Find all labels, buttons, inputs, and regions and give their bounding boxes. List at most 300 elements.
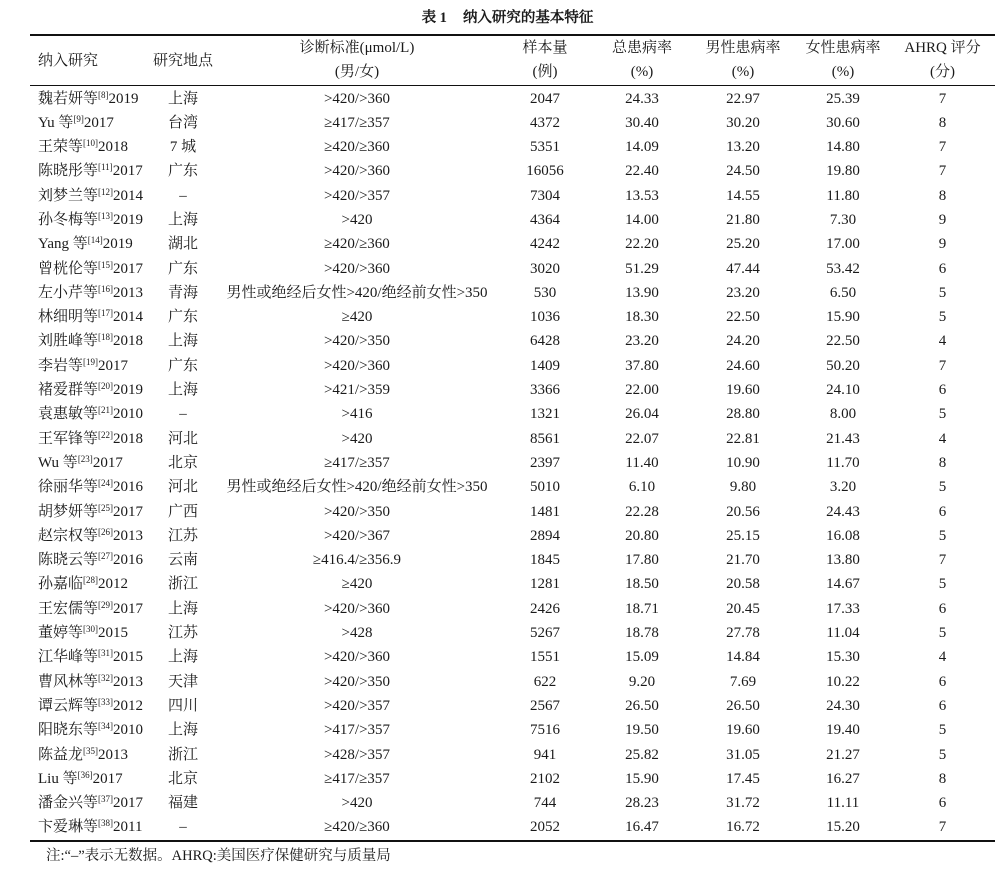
ahrq-score-cell: 6	[938, 795, 947, 812]
location-cell: 湖北	[167, 236, 198, 253]
female-prevalence-cell: 11.11	[826, 795, 860, 812]
criteria-cell: ≥420/≥360	[324, 236, 390, 253]
location-cell: 四川	[167, 697, 198, 714]
table-row	[30, 378, 995, 402]
male-prevalence-cell: 31.72	[726, 795, 760, 812]
sample-size-cell: 1551	[530, 649, 560, 666]
female-prevalence-cell: 24.30	[826, 697, 860, 714]
study-author: 袁惠敏等	[38, 406, 99, 423]
sample-size-cell: 1481	[530, 503, 560, 520]
criteria-cell: ≥417/≥357	[324, 770, 390, 787]
study-author: 曾桄伦等	[38, 260, 99, 277]
total-prevalence-cell: 15.90	[625, 770, 659, 787]
criteria-cell: >421/>359	[323, 382, 391, 399]
location-cell: 广东	[167, 260, 198, 277]
header-study-label: 纳入研究	[38, 52, 99, 69]
study-cell	[30, 159, 148, 183]
female-prevalence-cell: 15.20	[826, 819, 860, 836]
table-row	[30, 305, 995, 329]
ahrq-score-cell: 5	[938, 527, 947, 544]
location-cell: –	[179, 406, 187, 423]
female-prevalence-cell: 50.20	[826, 357, 860, 374]
header-total-prevalence-unit: (%)	[630, 64, 654, 80]
location-cell: 上海	[167, 90, 198, 107]
criteria-cell: >420/>360	[323, 357, 391, 374]
ahrq-score-cell: 4	[938, 333, 947, 350]
table-row	[30, 500, 995, 524]
table-row	[30, 548, 995, 572]
study-cell	[30, 791, 148, 815]
study-reference: [22]	[98, 429, 114, 440]
sample-size-cell: 2894	[530, 527, 560, 544]
sample-size-cell: 2052	[530, 819, 560, 836]
study-year: 2015	[113, 649, 144, 666]
male-prevalence-cell: 19.60	[726, 382, 760, 399]
total-prevalence-cell: 26.04	[625, 406, 659, 423]
total-prevalence-cell: 18.71	[625, 600, 659, 617]
female-prevalence-cell: 6.50	[829, 284, 857, 301]
study-reference: [36]	[77, 769, 93, 780]
total-prevalence-cell: 37.80	[625, 357, 659, 374]
ahrq-score-cell: 5	[938, 746, 947, 763]
table-row	[30, 135, 995, 159]
study-author: 谭云辉等	[38, 697, 99, 714]
location-cell: 福建	[167, 795, 198, 812]
table-row	[30, 111, 995, 135]
study-year: 2012	[113, 697, 144, 714]
study-year: 2017	[112, 163, 143, 180]
ahrq-score-cell: 9	[938, 236, 947, 253]
criteria-cell: 男性或绝经后女性>420/绝经前女性>350	[226, 284, 488, 301]
study-cell	[30, 694, 148, 718]
table-row	[30, 232, 995, 256]
study-cell	[30, 767, 148, 791]
male-prevalence-cell: 10.90	[726, 454, 760, 471]
study-year: 2018	[113, 333, 144, 350]
study-year: 2015	[98, 625, 129, 642]
study-cell	[30, 281, 148, 305]
female-prevalence-cell: 24.43	[826, 503, 860, 520]
sample-size-cell: 5267	[530, 625, 560, 642]
study-author: 王军锋等	[38, 430, 99, 447]
study-reference: [37]	[98, 794, 114, 805]
sample-size-cell: 5351	[530, 139, 560, 156]
study-author: 褚爱群等	[38, 382, 99, 399]
study-cell	[30, 743, 148, 767]
female-prevalence-cell: 21.43	[826, 430, 860, 447]
criteria-cell: >420/>357	[323, 187, 391, 204]
study-year: 2013	[98, 746, 129, 763]
sample-size-cell: 744	[533, 795, 557, 812]
ahrq-score-cell: 6	[938, 673, 947, 690]
table-number: 表 1	[421, 10, 447, 26]
ahrq-score-cell: 5	[938, 625, 947, 642]
female-prevalence-cell: 21.27	[826, 746, 860, 763]
sample-size-cell: 5010	[530, 479, 560, 496]
table-footnote: 注:“–”表示无数据。AHRQ:美国医疗保健研究与质量局	[46, 848, 391, 864]
total-prevalence-cell: 9.20	[628, 673, 656, 690]
criteria-cell: >420/>357	[323, 697, 391, 714]
criteria-cell: >420/>350	[323, 503, 391, 520]
study-reference: [10]	[83, 138, 99, 149]
sample-size-cell: 2426	[530, 600, 560, 617]
table-row	[30, 159, 995, 183]
total-prevalence-cell: 17.80	[625, 552, 659, 569]
ahrq-score-cell: 5	[938, 722, 947, 739]
male-prevalence-cell: 9.80	[729, 479, 757, 496]
header-female-prevalence-unit: (%)	[831, 64, 855, 80]
location-cell: 广东	[167, 309, 198, 326]
study-author: 左小芹等	[38, 284, 99, 301]
study-cell	[30, 232, 148, 256]
male-prevalence-cell: 17.45	[726, 770, 760, 787]
study-year: 2017	[113, 795, 144, 812]
study-author: 阳晓东等	[38, 722, 99, 739]
sample-size-cell: 2047	[530, 90, 560, 107]
table-row	[30, 87, 995, 111]
total-prevalence-cell: 22.00	[625, 382, 659, 399]
male-prevalence-cell: 24.20	[726, 333, 760, 350]
male-prevalence-cell: 21.80	[726, 211, 760, 228]
male-prevalence-cell: 25.20	[726, 236, 760, 253]
sample-size-cell: 6428	[530, 333, 560, 350]
female-prevalence-cell: 22.50	[826, 333, 860, 350]
study-reference: [32]	[98, 672, 114, 683]
sample-size-cell: 16056	[526, 163, 564, 180]
criteria-cell: >420/>350	[323, 333, 391, 350]
sample-size-cell: 1409	[530, 357, 560, 374]
location-cell: 天津	[167, 673, 198, 690]
header-criteria-label: 诊断标准(μmol/L)	[299, 40, 415, 56]
study-cell	[30, 184, 148, 208]
male-prevalence-cell: 26.50	[726, 697, 760, 714]
header-sample-size-unit: (例)	[532, 64, 558, 80]
study-cell	[30, 524, 148, 548]
study-year: 2017	[92, 454, 123, 471]
study-reference: [33]	[98, 696, 114, 707]
study-cell	[30, 815, 148, 839]
male-prevalence-cell: 7.69	[729, 673, 757, 690]
location-cell: 北京	[167, 770, 198, 787]
study-reference: [26]	[98, 526, 114, 537]
total-prevalence-cell: 22.20	[625, 236, 659, 253]
header-ahrq-score-label: AHRQ 评分	[904, 40, 981, 56]
table-row	[30, 767, 995, 791]
header-male-prevalence-label: 男性患病率	[705, 40, 781, 56]
ahrq-score-cell: 5	[938, 284, 947, 301]
male-prevalence-cell: 22.81	[726, 430, 760, 447]
total-prevalence-cell: 18.78	[625, 625, 659, 642]
location-cell: –	[179, 819, 187, 836]
location-cell: 北京	[167, 454, 198, 471]
study-reference: [27]	[98, 551, 114, 562]
study-year: 2014	[113, 187, 144, 204]
female-prevalence-cell: 17.00	[826, 236, 860, 253]
sample-size-cell: 622	[533, 673, 557, 690]
study-author: 刘梦兰等	[38, 187, 99, 204]
study-cell	[30, 548, 148, 572]
study-year: 2016	[113, 479, 144, 496]
ahrq-score-cell: 4	[938, 649, 947, 666]
study-year: 2019	[113, 211, 144, 228]
ahrq-score-cell: 8	[938, 454, 947, 471]
study-year: 2013	[113, 527, 144, 544]
male-prevalence-cell: 30.20	[726, 114, 760, 131]
sample-size-cell: 3366	[530, 382, 560, 399]
table-row	[30, 597, 995, 621]
study-cell	[30, 621, 148, 645]
total-prevalence-cell: 23.20	[625, 333, 659, 350]
ahrq-score-cell: 7	[938, 90, 947, 107]
criteria-cell: ≥420/≥360	[324, 819, 390, 836]
study-author: Yang 等	[38, 236, 88, 253]
table-row	[30, 451, 995, 475]
sample-size-cell: 4372	[530, 114, 560, 131]
male-prevalence-cell: 25.15	[726, 527, 760, 544]
study-cell	[30, 329, 148, 353]
header-sample-size-label: 样本量	[522, 40, 568, 56]
criteria-cell: >420/>360	[323, 90, 391, 107]
criteria-cell: >420/>360	[323, 260, 391, 277]
study-author: 孙嘉临	[38, 576, 84, 593]
total-prevalence-cell: 13.53	[625, 187, 659, 204]
male-prevalence-cell: 13.20	[726, 139, 760, 156]
header-total-prevalence	[594, 36, 690, 85]
female-prevalence-cell: 30.60	[826, 114, 860, 131]
table-row	[30, 670, 995, 694]
study-year: 2017	[83, 114, 114, 131]
total-prevalence-cell: 22.07	[625, 430, 659, 447]
header-male-prevalence-unit: (%)	[731, 64, 755, 80]
criteria-cell: 男性或绝经后女性>420/绝经前女性>350	[226, 479, 488, 496]
total-prevalence-cell: 18.50	[625, 576, 659, 593]
study-reference: [16]	[98, 283, 114, 294]
study-author: 董婷等	[38, 625, 84, 642]
female-prevalence-cell: 14.80	[826, 139, 860, 156]
location-cell: 广西	[167, 503, 198, 520]
study-cell	[30, 135, 148, 159]
table-row	[30, 718, 995, 742]
ahrq-score-cell: 6	[938, 600, 947, 617]
male-prevalence-cell: 14.84	[726, 649, 760, 666]
study-cell	[30, 378, 148, 402]
study-reference: [19]	[83, 356, 99, 367]
study-author: 陈益龙	[38, 746, 84, 763]
sample-size-cell: 1036	[530, 309, 560, 326]
ahrq-score-cell: 6	[938, 260, 947, 277]
female-prevalence-cell: 7.30	[829, 211, 857, 228]
male-prevalence-cell: 20.45	[726, 600, 760, 617]
sample-size-cell: 3020	[530, 260, 560, 277]
header-female-prevalence-label: 女性患病率	[805, 40, 881, 56]
table-row	[30, 694, 995, 718]
total-prevalence-cell: 19.50	[625, 722, 659, 739]
study-reference: [31]	[98, 648, 114, 659]
criteria-cell: >428	[341, 625, 373, 642]
study-author: 魏若妍等	[38, 90, 99, 107]
female-prevalence-cell: 11.04	[826, 625, 860, 642]
female-prevalence-cell: 16.08	[826, 527, 860, 544]
sample-size-cell: 8561	[530, 430, 560, 447]
table-title	[30, 8, 985, 28]
criteria-cell: >420	[341, 430, 373, 447]
study-cell	[30, 500, 148, 524]
male-prevalence-cell: 28.80	[726, 406, 760, 423]
ahrq-score-cell: 5	[938, 479, 947, 496]
header-study	[30, 36, 148, 85]
location-cell: 上海	[167, 722, 198, 739]
sample-size-cell: 7304	[530, 187, 560, 204]
female-prevalence-cell: 11.80	[826, 187, 860, 204]
header-female-prevalence	[796, 36, 890, 85]
study-reference: [8]	[98, 89, 109, 100]
location-cell: 江苏	[167, 625, 198, 642]
table-row	[30, 621, 995, 645]
total-prevalence-cell: 14.00	[625, 211, 659, 228]
location-cell: 浙江	[167, 576, 198, 593]
study-reference: [9]	[73, 113, 84, 124]
criteria-cell: >428/>357	[323, 746, 391, 763]
female-prevalence-cell: 11.70	[826, 454, 860, 471]
total-prevalence-cell: 26.50	[625, 697, 659, 714]
location-cell: 上海	[167, 600, 198, 617]
location-cell: 河北	[167, 430, 198, 447]
table-row	[30, 402, 995, 426]
female-prevalence-cell: 3.20	[829, 479, 857, 496]
criteria-cell: >420/>350	[323, 673, 391, 690]
female-prevalence-cell: 53.42	[826, 260, 860, 277]
total-prevalence-cell: 18.30	[625, 309, 659, 326]
female-prevalence-cell: 13.80	[826, 552, 860, 569]
study-author: 曹风林等	[38, 673, 99, 690]
header-sample-size	[496, 36, 594, 85]
ahrq-score-cell: 9	[938, 211, 947, 228]
study-reference: [20]	[98, 381, 114, 392]
study-author: 徐丽华等	[38, 479, 99, 496]
location-cell: 广东	[167, 163, 198, 180]
study-author: 胡梦妍等	[38, 503, 99, 520]
location-cell: 台湾	[167, 114, 198, 131]
sample-size-cell: 1281	[530, 576, 560, 593]
male-prevalence-cell: 22.50	[726, 309, 760, 326]
sample-size-cell: 2567	[530, 697, 560, 714]
criteria-cell: ≥417/≥357	[324, 114, 390, 131]
sample-size-cell: 7516	[530, 722, 560, 739]
location-cell: 上海	[167, 382, 198, 399]
study-year: 2013	[113, 284, 144, 301]
total-prevalence-cell: 22.40	[625, 163, 659, 180]
total-prevalence-cell: 30.40	[625, 114, 659, 131]
ahrq-score-cell: 8	[938, 770, 947, 787]
table-body	[30, 87, 995, 840]
male-prevalence-cell: 24.60	[726, 357, 760, 374]
total-prevalence-cell: 20.80	[625, 527, 659, 544]
study-cell	[30, 451, 148, 475]
sample-size-cell: 1321	[530, 406, 560, 423]
male-prevalence-cell: 47.44	[726, 260, 760, 277]
study-year: 2016	[113, 552, 144, 569]
study-year: 2019	[108, 90, 139, 107]
study-author: 李岩等	[38, 357, 84, 374]
table-row	[30, 645, 995, 669]
study-reference: [34]	[98, 721, 114, 732]
table-row	[30, 257, 995, 281]
criteria-cell: >420/>360	[323, 163, 391, 180]
location-cell: 上海	[167, 649, 198, 666]
total-prevalence-cell: 6.10	[628, 479, 656, 496]
female-prevalence-cell: 17.33	[826, 600, 860, 617]
location-cell: 江苏	[167, 527, 198, 544]
location-cell: 浙江	[167, 746, 198, 763]
study-cell	[30, 645, 148, 669]
table-row	[30, 329, 995, 353]
female-prevalence-cell: 15.90	[826, 309, 860, 326]
study-reference: [14]	[87, 235, 103, 246]
study-author: 王荣等	[38, 139, 84, 156]
study-author: 江华峰等	[38, 649, 99, 666]
study-author: 刘胜峰等	[38, 333, 99, 350]
total-prevalence-cell: 24.33	[625, 90, 659, 107]
study-reference: [35]	[83, 745, 99, 756]
study-reference: [17]	[98, 308, 114, 319]
study-cell	[30, 427, 148, 451]
criteria-cell: ≥420	[341, 576, 373, 593]
study-reference: [30]	[83, 624, 99, 635]
study-cell	[30, 208, 148, 232]
study-cell	[30, 597, 148, 621]
criteria-cell: >420/>367	[323, 527, 391, 544]
table-row	[30, 184, 995, 208]
total-prevalence-cell: 25.82	[625, 746, 659, 763]
header-ahrq-score-unit: (分)	[930, 64, 955, 80]
study-reference: [29]	[98, 599, 114, 610]
male-prevalence-cell: 20.58	[726, 576, 760, 593]
male-prevalence-cell: 20.56	[726, 503, 760, 520]
male-prevalence-cell: 24.50	[726, 163, 760, 180]
criteria-cell: ≥417/≥357	[324, 454, 390, 471]
study-year: 2018	[98, 139, 129, 156]
table-row	[30, 815, 995, 839]
ahrq-score-cell: 7	[938, 819, 947, 836]
study-cell	[30, 257, 148, 281]
criteria-cell: ≥420/≥360	[324, 139, 390, 156]
study-year: 2013	[113, 673, 144, 690]
criteria-cell: >420	[341, 211, 373, 228]
female-prevalence-cell: 14.67	[826, 576, 860, 593]
study-reference: [28]	[83, 575, 99, 586]
ahrq-score-cell: 4	[938, 430, 947, 447]
study-author: Liu 等	[38, 770, 78, 787]
study-year: 2017	[113, 600, 144, 617]
sample-size-cell: 530	[533, 284, 557, 301]
female-prevalence-cell: 19.80	[826, 163, 860, 180]
total-prevalence-cell: 13.90	[625, 284, 659, 301]
total-prevalence-cell: 22.28	[625, 503, 659, 520]
table-row	[30, 524, 995, 548]
table-row	[30, 281, 995, 305]
study-author: Yu 等	[38, 114, 74, 131]
study-cell	[30, 354, 148, 378]
study-reference: [38]	[98, 818, 114, 829]
total-prevalence-cell: 11.40	[625, 454, 659, 471]
total-prevalence-cell: 14.09	[625, 139, 659, 156]
location-cell: –	[179, 187, 187, 204]
female-prevalence-cell: 10.22	[826, 673, 860, 690]
table-row	[30, 791, 995, 815]
study-reference: [15]	[98, 259, 114, 270]
female-prevalence-cell: 16.27	[826, 770, 860, 787]
study-cell	[30, 305, 148, 329]
